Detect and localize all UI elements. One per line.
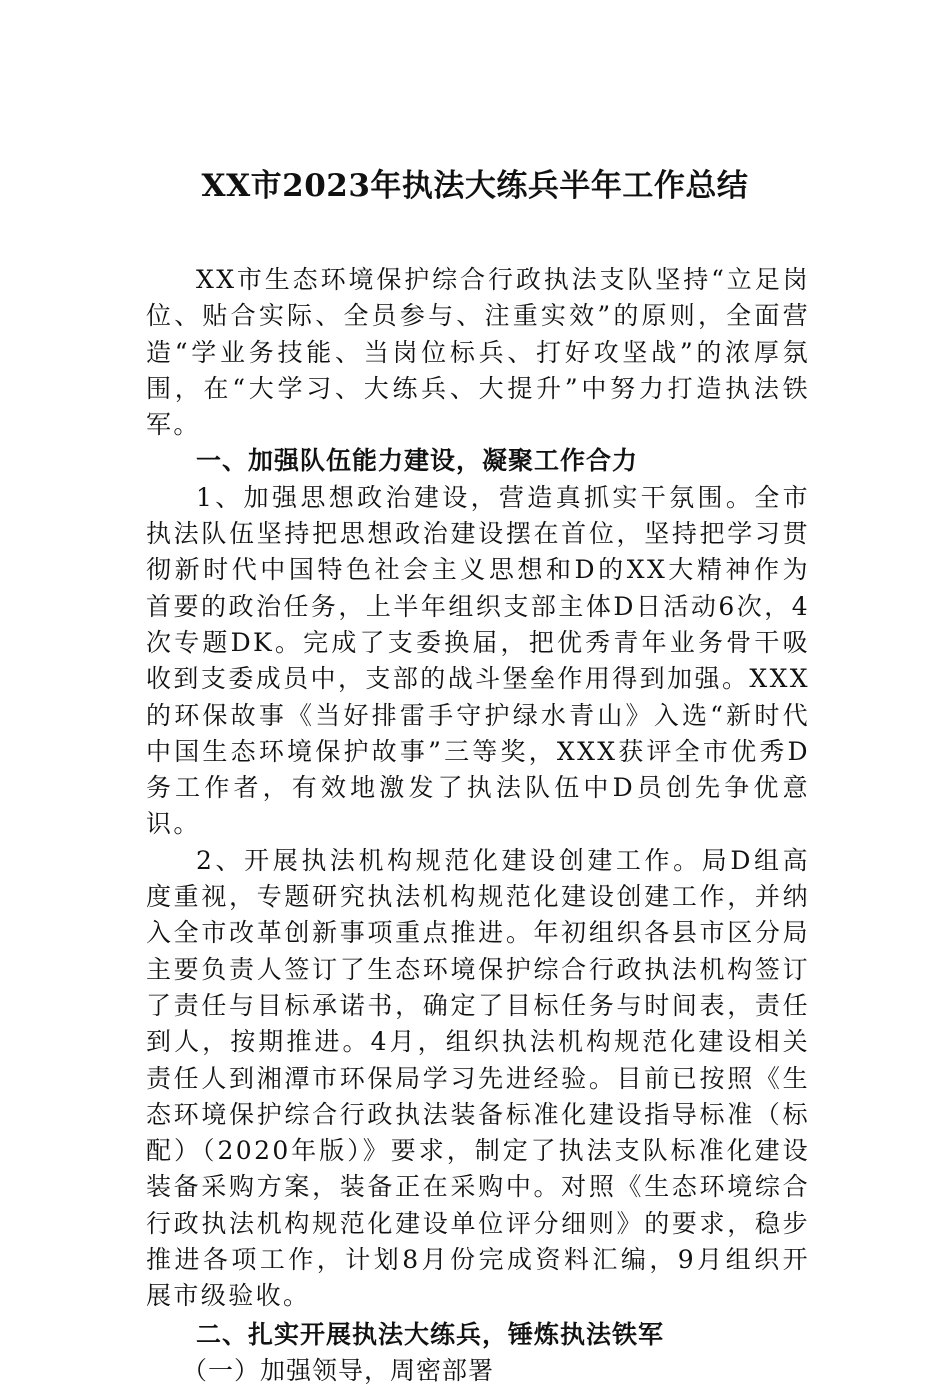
section1-paragraph-2: 2、开展执法机构规范化建设创建工作。局D组高度重视，专题研究执法机构规范化建设创建工作，并纳入全市改革创新事项重点推进。年初组织各县市区分局主要负责人签订了生态环境保护综合行政执法机构签订了责任与目标承诺书，确定了目标任务与时间表，责任到人，按期推进。4月，组织执法机构规范化建设相关责任人到湘潭市环保局学习先进经验。目前已按照《生态环境保护综合行政执法装备标准化建设指导标准（标配）（2020年版）》要求，制定了执法支队标准化建设装备采购方案，装备正在采购中。对照《生态环境综合行政执法机构规范化建设单位评分细则》的要求，稳步推进各项工作，计划8月份完成资料汇编，9月组织开展市级验收。 [146, 845, 810, 1311]
document-title: XX市2023年执法大练兵半年工作总结 [201, 168, 749, 204]
intro-paragraph: XX市生态环境保护综合行政执法支队坚持“立足岗位、贴合实际、全员参与、注重实效”的原则，全面营造“学业务技能、当岗位标兵、打好攻坚战”的浓厚氛围，在“大学习、大练兵、大提升”中努力打造执法铁军。 [146, 265, 810, 440]
section-heading-1: 一、加强队伍能力建设，凝聚工作合力 [196, 446, 639, 476]
section1-paragraph-1: 1、加强思想政治建设，营造真抓实干氛围。全市执法队伍坚持把思想政治建设摆在首位，坚持把学习贯彻新时代中国特色社会主义思想和D的XX大精神作为首要的政治任务，上半年组织支部主体D日活动6次，4次专题DK。完成了支委换届，把优秀青年业务骨干吸收到支委成员中，支部的战斗堡垒作用得到加强。XXX的环保故事《当好排雷手守护绿水青山》入选“新时代中国生态环境保护故事”三等奖，XXX获评全市优秀D务工作者，有效地激发了执法队伍中D员创先争优意识。 [146, 482, 810, 839]
document-body [146, 262, 810, 1389]
section-heading-2: 二、扎实开展执法大练兵，锤炼执法铁军 [196, 1319, 665, 1349]
subsection-heading-1: （一）加强领导，周密部署 [182, 1355, 495, 1385]
